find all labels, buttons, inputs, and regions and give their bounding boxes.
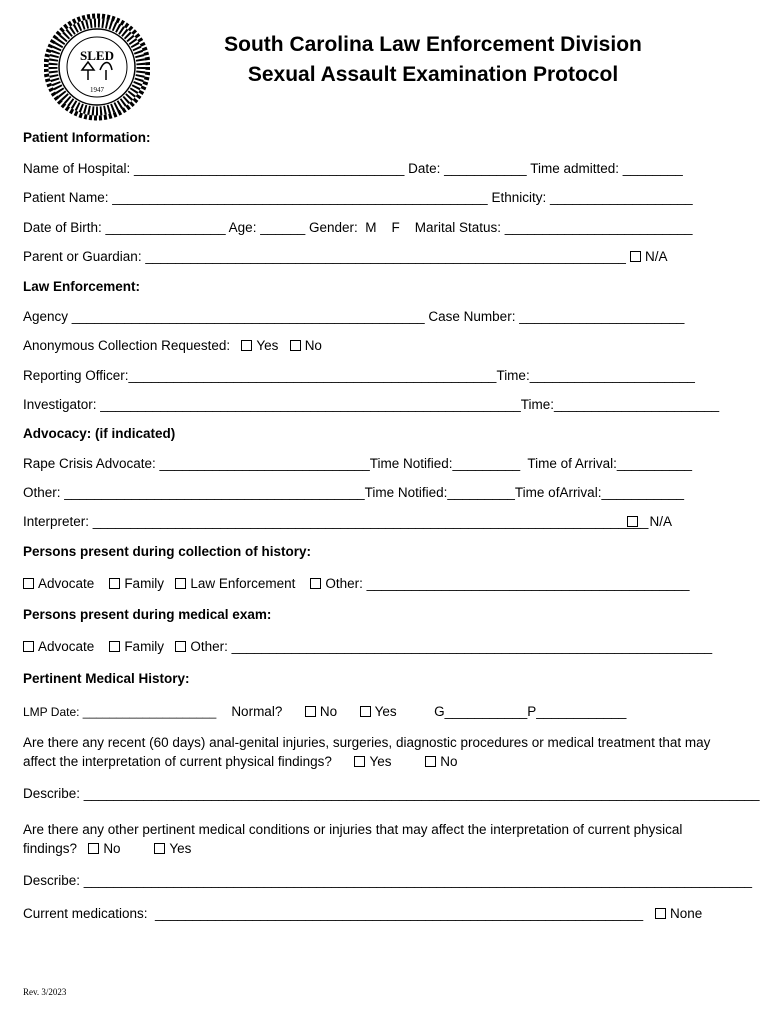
other-conditions-question: Are there any other pertinent medical conditions or injuries that may affect the interpretation of current physical (23, 822, 683, 837)
history-persons-heading: Persons present during collection of history: (23, 544, 312, 559)
checkbox-icon[interactable] (627, 516, 638, 527)
medications-none-option[interactable]: None (655, 905, 702, 923)
checkbox-icon[interactable] (154, 843, 165, 854)
checkbox-icon[interactable] (290, 340, 301, 351)
checkbox-icon[interactable] (305, 706, 316, 717)
medical-history-heading: Pertinent Medical History: (23, 671, 190, 686)
investigator-field[interactable]: Investigator: ________________________________________________________Time:______________________ (23, 397, 720, 412)
reporting-officer-field[interactable]: Reporting Officer:_________________________________________________Time:______________________ (23, 368, 695, 383)
form-title-line1: South Carolina Law Enforcement Division (224, 33, 642, 56)
hospital-field[interactable]: Name of Hospital: ____________________________________ Date: ___________ Time admitted: ________ (23, 161, 683, 176)
checkbox-icon[interactable] (241, 340, 252, 351)
interpreter-field[interactable]: Interpreter: __________________________________________________________________________ (23, 514, 649, 529)
checkbox-icon[interactable] (23, 641, 34, 652)
other-advocate-field[interactable]: Other: ________________________________________Time Notified:_________Time ofArrival:___________ (23, 485, 685, 500)
checkbox-icon[interactable] (425, 756, 436, 767)
lmp-row: LMP Date: ____________________ Normal? No Yes G___________P____________ (23, 704, 627, 719)
current-medications-field[interactable]: Current medications: _________________________________________________________________ (23, 906, 644, 921)
anonymous-collection-row: Anonymous Collection Requested: Yes No (23, 338, 322, 353)
guardian-na-option[interactable]: N/A (630, 248, 668, 266)
exam-persons-heading: Persons present during medical exam: (23, 607, 272, 622)
revision-date: Rev. 3/2023 (23, 987, 67, 997)
recent-injuries-question: Are there any recent (60 days) anal-genital injuries, surgeries, diagnostic procedures or medical treatment that may (23, 735, 711, 750)
checkbox-icon[interactable] (109, 641, 120, 652)
patient-info-heading: Patient Information: (23, 130, 151, 145)
other-conditions-answer-row: findings? No Yes (23, 841, 192, 856)
checkbox-icon[interactable] (655, 908, 666, 919)
checkbox-icon[interactable] (310, 578, 321, 589)
exam-persons-options: Advocate Family Other: ________________________________________________________________ (23, 638, 712, 656)
checkbox-icon[interactable] (109, 578, 120, 589)
sled-seal-logo (44, 12, 150, 122)
rape-crisis-advocate-field[interactable]: Rape Crisis Advocate: ____________________________Time Notified:_________ Time of Arrival:__________ (23, 456, 692, 471)
checkbox-icon[interactable] (88, 843, 99, 854)
advocacy-heading: Advocacy: (if indicated) (23, 426, 176, 441)
checkbox-icon[interactable] (360, 706, 371, 717)
checkbox-icon[interactable] (630, 251, 641, 262)
interpreter-na-option[interactable]: N/A (627, 513, 672, 531)
checkbox-icon[interactable] (175, 641, 186, 652)
law-enforcement-heading: Law Enforcement: (23, 279, 141, 294)
agency-case-field[interactable]: Agency _______________________________________________ Case Number: ______________________ (23, 309, 685, 324)
describe-field-1[interactable]: Describe: __________________________________________________________________________________________ (23, 786, 760, 801)
form-title-line2: Sexual Assault Examination Protocol (247, 63, 619, 86)
patient-name-field[interactable]: Patient Name: __________________________________________________ Ethnicity: ___________________ (23, 190, 693, 205)
checkbox-icon[interactable] (354, 756, 365, 767)
checkbox-icon[interactable] (175, 578, 186, 589)
recent-injuries-answer-row: affect the interpretation of current physical findings? Yes No (23, 754, 458, 769)
describe-field-2[interactable]: Describe: _________________________________________________________________________________________ (23, 873, 752, 888)
history-persons-options: Advocate Family Law Enforcement Other: ___________________________________________ (23, 575, 690, 593)
svg-text:SLED: SLED (80, 48, 114, 63)
dob-age-gender-field[interactable]: Date of Birth: ________________ Age: ______ Gender: M F Marital Status: _________________________ (23, 220, 693, 235)
guardian-field[interactable]: Parent or Guardian: ________________________________________________________________ (23, 249, 626, 264)
svg-text:1947: 1947 (90, 86, 104, 94)
checkbox-icon[interactable] (23, 578, 34, 589)
